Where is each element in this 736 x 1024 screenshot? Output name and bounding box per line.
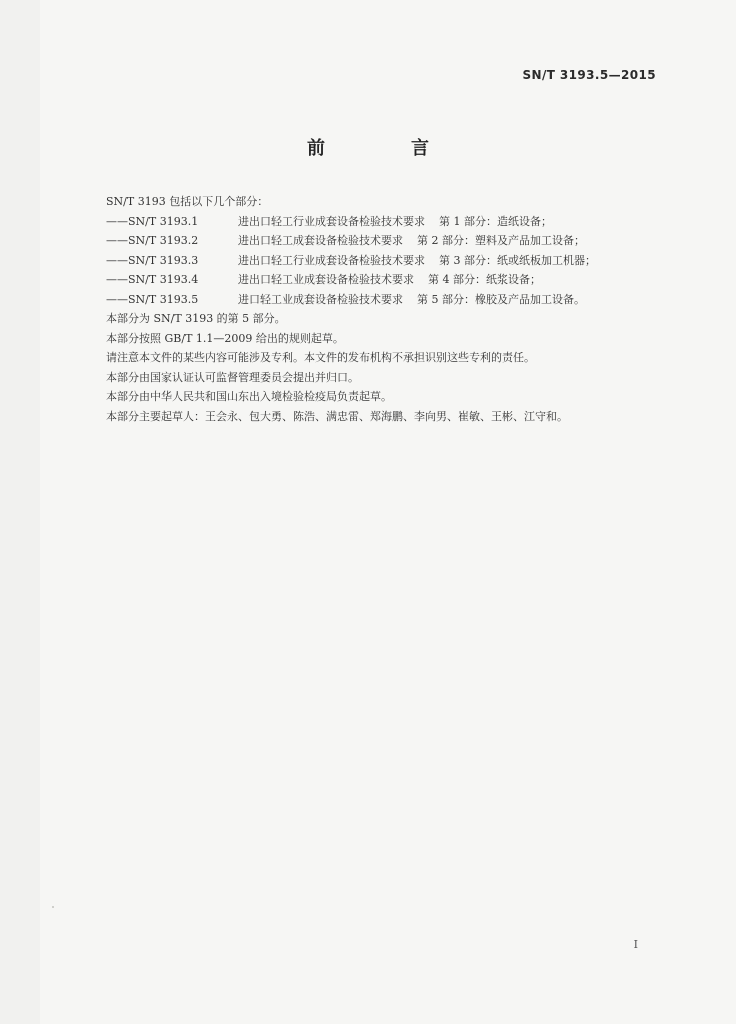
part-number: 第 5 部分：橡胶及产品加工设备。 xyxy=(417,292,585,306)
paragraph: 本部分为 SN/T 3193 的第 5 部分。 xyxy=(106,312,286,325)
part-name: 进出口轻工业成套设备检验技术要求 xyxy=(238,273,414,286)
part-name: 进口轻工业成套设备检验技术要求 xyxy=(238,292,403,306)
part-name: 进出口轻工成套设备检验技术要求 xyxy=(238,234,403,247)
page-title: 前 言 xyxy=(307,138,463,159)
part-item xyxy=(106,290,646,310)
scan-speck xyxy=(52,906,54,908)
paragraph: 本部分主要起草人：王会永、包大勇、陈浩、满忠雷、郑海鹏、李向男、崔敏、王彬、江守和。 xyxy=(106,409,568,423)
part-code: SN/T 3193.2 xyxy=(128,234,199,247)
part-code: SN/T 3193.4 xyxy=(128,273,199,286)
paragraph: 本部分按照 GB/T 1.1—2009 给出的规则起草。 xyxy=(106,331,344,345)
part-item xyxy=(106,270,646,290)
part-item xyxy=(106,251,646,271)
paragraph: 本部分由中华人民共和国山东出入境检验检疫局负责起草。 xyxy=(106,390,392,403)
page-number: I xyxy=(633,938,638,951)
part-name: 进出口轻工行业成套设备检验技术要求 xyxy=(238,253,425,267)
part-code: SN/T 3193.3 xyxy=(128,253,199,267)
part-number: 第 3 部分：纸或纸板加工机器； xyxy=(439,253,596,267)
part-number: 第 2 部分：塑料及产品加工设备； xyxy=(417,234,585,247)
part-name: 进出口轻工行业成套设备检验技术要求 xyxy=(238,214,425,228)
list-dash: —— xyxy=(106,234,128,247)
part-number: 第 1 部分：造纸设备； xyxy=(439,214,552,228)
standard-code: SN/T 3193.5—2015 xyxy=(522,68,656,82)
paragraph: 本部分由国家认证认可监督管理委员会提出并归口。 xyxy=(106,370,359,384)
part-code: SN/T 3193.5 xyxy=(128,292,199,306)
list-dash: —— xyxy=(106,214,128,228)
part-item xyxy=(106,212,646,232)
part-number: 第 4 部分：纸浆设备； xyxy=(428,273,541,286)
list-dash: —— xyxy=(106,273,128,286)
part-code: SN/T 3193.1 xyxy=(128,214,199,228)
part-item xyxy=(106,231,646,251)
foreword-body xyxy=(106,192,646,426)
list-dash: —— xyxy=(106,253,128,267)
intro-line: SN/T 3193 包括以下几个部分： xyxy=(106,195,269,208)
paragraph: 请注意本文件的某些内容可能涉及专利。本文件的发布机构不承担识别这些专利的责任。 xyxy=(106,351,535,364)
list-dash: —— xyxy=(106,292,128,306)
